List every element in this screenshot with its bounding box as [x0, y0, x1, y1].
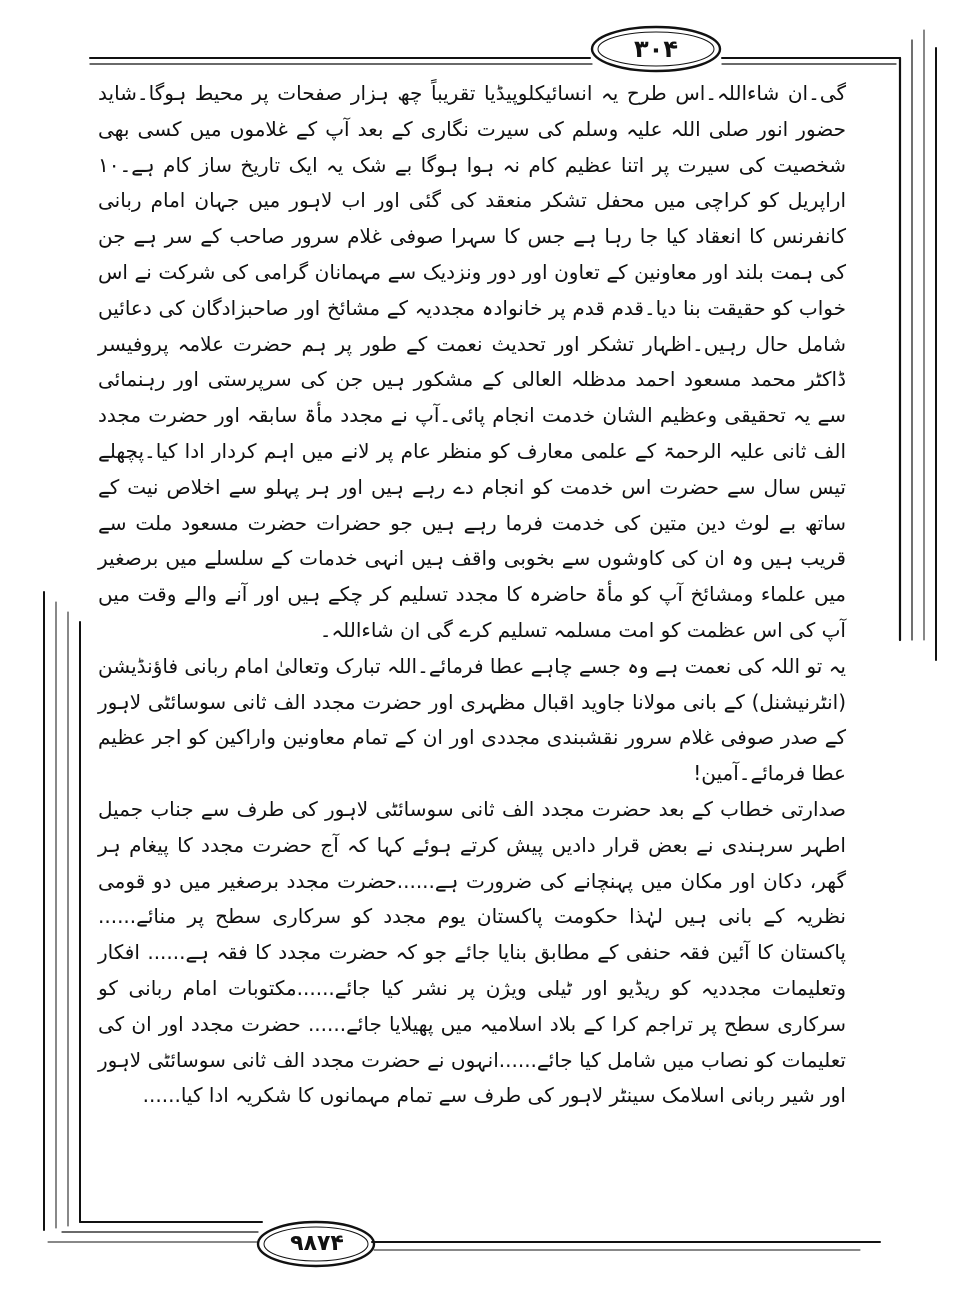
paragraph-2: یہ تو اللہ کی نعمت ہے وہ جسے چاہے عطا فرمائے۔اللہ تبارک وتعالیٰ امام ربانی فاؤنڈیشن (انٹرنیشنل) کے بانی مولانا جاوید اقبال مظہری اور حضرت مجدد الف ثانی سوسائٹی لاہور کے صدر صوفی غلام سرور نقشبندی مجددی اور ان کے تمام معاونین واراکین کو اجر عظیم عطا فرمائے۔آمین! [98, 653, 846, 786]
paragraph-3: صدارتی خطاب کے بعد حضرت مجدد الف ثانی سوسائٹی لاہور کی طرف سے جناب جمیل اطہر سرہندی نے بعض قرار دادیں پیش کرتے ہوئے کہا کہ آج حضرت مجدد کا پیغام ہر گھر، دکان اور مکان میں پہنچانے کی ضرورت ہے......حضرت مجدد برصغیر میں دو قومی نظریہ کے بانی ہیں لہٰذا حکومت پاکستان یوم مجدد کو سرکاری سطح پر منائے...... پاکستان کا آئین فقہ حنفی کے مطابق بنایا جائے جو کہ حضرت مجدد کا فقہ ہے...... افکار وتعلیمات مجددیہ کو ریڈیو اور ٹیلی ویژن پر نشر کیا جائے......مکتوبات امام ربانی کو سرکاری سطح پر تراجم کرا کے بلاد اسلامیہ میں پھیلایا جائے...... حضرت مجدد اور ان کی تعلیمات کو نصاب میں شامل کیا جائے......انہوں نے حضرت مجدد الف ثانی سوسائٹی لاہور اور شیر ربانی اسلامک سینٹر لاہور کی طرف سے تمام مہمانوں کا شکریہ ادا کیا...... [98, 796, 846, 1108]
bottom-page-number: ۹۸۷۴ [290, 1231, 344, 1256]
paragraph-1: گی۔ان شاءاللہ۔اس طرح یہ انسائیکلوپیڈیا تقریباً چھ ہزار صفحات پر محیط ہوگا۔شاید حضور انور صلی اللہ علیہ وسلم کی سیرت نگاری کے بعد آپ کے غلاموں میں کسی بھی شخصیت کی سیرت پر اتنا عظیم کام نہ ہوا ہوگا بے شک یہ ایک تاریخ ساز کام ہے۔۱۰ اراپریل کو کراچی میں محفل تشکر منعقد کی گئی اور اب لاہور میں جہان امام ربانی کانفرنس کا انعقاد کیا جا رہا ہے جس کا سہرا صوفی غلام سرور صاحب کے سر ہے جن کی ہمت بلند اور معاونین کے تعاون اور دور ونزدیک سے مہمانان گرامی کی شرکت نے اس خواب کو حقیقت بنا دیا۔قدم قدم پر خانوادہ مجددیہ کے مشائخ اور صاحبزادگان کی دعائیں شامل حال رہیں۔اظہار تشکر اور تحدیث نعمت کے طور پر ہم حضرت علامہ پروفیسر ڈاکٹر محمد مسعود احمد مدظلہ العالی کے مشکور ہیں جن کی سرپرستی اور رہنمائی سے یہ تحقیقی وعظیم الشان خدمت انجام پائی۔آپ نے مجدد مأۃ سابقہ اور حضرت مجدد الف ثانی علیہ الرحمۃ کے علمی معارف کو منظر عام پر لانے میں اہم کردار ادا کیا۔پچھلے تیس سال سے حضرت اس خدمت کو انجام دے رہے ہیں اور ہر پہلو سے اخلاص نیت کے ساتھ بے لوث دین متین کی خدمت فرما رہے ہیں جو حضرات حضرت مسعود ملت سے قریب ہیں وہ ان کی کاوشوں سے بخوبی واقف ہیں انہی خدمات کے سلسلے میں برصغیر میں علماء ومشائخ آپ کو مأۃ حاضرہ کا مجدد تسلیم کر چکے ہیں اور آنے والے وقت میں آپ کی اس عظمت کو امت مسلمہ تسلیم کرے گی ان شاءاللہ۔ [98, 81, 846, 642]
top-page-number: ۳۰۴ [634, 35, 678, 63]
body-text [98, 76, 846, 1114]
